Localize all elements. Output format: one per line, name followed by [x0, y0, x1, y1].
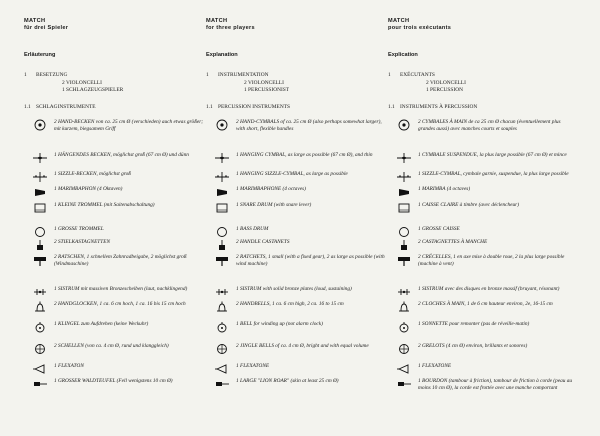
title-line-2: pour trois exécutants — [388, 25, 452, 31]
instrument-description: 1 FLEXATONE — [418, 363, 452, 369]
castanets-icon — [32, 238, 48, 250]
ratchet-icon — [214, 253, 230, 265]
marimba-icon — [32, 185, 48, 197]
title-line-2: for three players — [206, 25, 255, 31]
instrument-description: 1 MARIMBAPHONE (4 octaves) — [236, 186, 306, 192]
section-number: 1.1 — [388, 104, 395, 110]
section-2-heading — [206, 104, 290, 111]
instrument-description: 2 RATCHETS, 1 small (with a fixed gear), 2 as large as possible (with wind machine) — [236, 254, 385, 267]
instrument-entry — [388, 151, 578, 171]
instrument-entry — [206, 377, 396, 397]
instrument-description: 1 BELL for winding up (not alarm clock) — [236, 321, 323, 327]
instrument-entry — [388, 118, 578, 138]
instrument-entry — [24, 300, 214, 320]
sizzle-cymbal-icon — [32, 170, 48, 182]
suspended-cymbal-icon — [396, 151, 412, 163]
sistrum-icon — [214, 285, 230, 297]
slide-bell-icon — [32, 320, 48, 332]
section-1-items — [426, 80, 466, 93]
hand-bell-icon — [214, 300, 230, 312]
instrument-description: 1 BOURDON (tambour à friction), tambour de friction à corde (peau au moins 10 cm Ø), la corde est frottée avec une manche comportant — [418, 378, 572, 391]
bass-drum-icon — [214, 225, 230, 237]
instrument-entry — [206, 342, 396, 362]
instrument-entry — [24, 320, 214, 340]
sleigh-bells-icon — [214, 342, 230, 354]
instrument-description: 2 RATSCHEN, 1 schnellem Zahnradbeigabe, 2 möglichst groß (Windmaschine) — [54, 254, 187, 267]
suspended-cymbal-icon — [32, 151, 48, 163]
hand-bell-icon — [32, 300, 48, 312]
title-line-1: MATCH — [388, 18, 410, 24]
instrumentation-item: 2 VIOLONCELLI — [244, 80, 284, 86]
instrument-description: 1 KLEINE TROMMEL (mit Saitenabschaltung) — [54, 202, 155, 208]
instrument-description: 2 HANDGLOCKEN, 1 ca. 6 cm hoch, 1 ca. 16 bis 15 cm hoch — [54, 301, 186, 307]
sleigh-bells-icon — [32, 342, 48, 354]
section-number: 1.1 — [24, 104, 31, 110]
instrument-entry — [388, 342, 578, 362]
instrument-description: 2 CRÉCELLES, 1 en axe mise à double roue, 2 la plus large possible (machine à vent) — [418, 254, 565, 267]
hand-cymbal-icon — [214, 118, 230, 130]
instrument-entry — [388, 320, 578, 340]
instrument-description: 2 HAND-BECKEN von ca. 25 cm Ø (verschieden) auch etwas größer; mit kurzem, biegsamem Griff — [54, 119, 204, 132]
castanets-icon — [396, 238, 412, 250]
instrument-entry — [24, 377, 214, 397]
instrument-description: 1 SISTRUM mit massiven Bronzescheiben (laut, nachklingend) — [54, 286, 188, 292]
instrument-description: 1 SISTRUM with solid bronze plates (loud, sustaining) — [236, 286, 352, 292]
hand-cymbal-icon — [32, 118, 48, 130]
castanets-icon — [214, 238, 230, 250]
instrument-description: 1 SIZZLE-CYMBAL, cymbale garnie, suspendue, la plus large possible — [418, 171, 569, 177]
instrument-description: 1 SNARE DRUM (with snare lever) — [236, 202, 312, 208]
column-title — [24, 18, 68, 32]
instrument-description: 1 FLEXATONE — [236, 363, 270, 369]
section-title: BESETZUNG — [36, 72, 68, 78]
title-line-1: MATCH — [206, 18, 228, 24]
instrument-entry — [388, 253, 578, 273]
bass-drum-icon — [32, 225, 48, 237]
instrument-description: 1 GROSSE TROMMEL — [54, 226, 104, 232]
slide-bell-icon — [396, 320, 412, 332]
instrument-description: 1 MARIMBAPHON (4 Oktaven) — [54, 186, 123, 192]
instrument-description: 1 GROSSER WALDTEUFEL (Fell wenigstens 10 cm Ø) — [54, 378, 173, 384]
instrument-description: 2 CYMBALES À MAIN de ca 25 cm Ø chacun (éventuellement plus grandes aussi) avec manches courts et souples — [418, 119, 561, 132]
instrument-entry — [24, 253, 214, 273]
snare-drum-icon — [396, 201, 412, 213]
instrument-description: 1 BASS DRUM — [236, 226, 269, 232]
instrument-entry — [206, 201, 396, 221]
instrument-description: 2 HANDBELLS, 1 ca. 6 cm high, 2 ca. 16 to 15 cm — [236, 301, 344, 307]
instrument-description: 2 HANDLE CASTANETS — [236, 239, 290, 245]
section-title: EXÉCUTANTS — [400, 72, 435, 78]
guiro-icon — [214, 377, 230, 389]
explanation-heading: Explication — [388, 52, 418, 58]
instrument-description: 2 SCHELLEN (von ca. 4 cm Ø, rund und klanggleich) — [54, 343, 169, 349]
instrument-description: 2 JINGLE BELLS of ca. 4 cm Ø, bright and with equal volume — [236, 343, 369, 349]
instrument-description: 1 SIZZLE-BECKEN, möglichst groß — [54, 171, 131, 177]
slide-bell-icon — [214, 320, 230, 332]
snare-drum-icon — [32, 201, 48, 213]
instrument-description: 2 CLOCHES À MAIN, 1 de 6 cm hauteur environ, 2e, 16-15 cm — [418, 301, 553, 307]
column-title — [388, 18, 451, 32]
instrument-entry — [388, 300, 578, 320]
instrument-entry — [24, 342, 214, 362]
instrument-description: 1 MARIMBA (4 octaves) — [418, 186, 471, 192]
section-1-heading — [388, 72, 435, 79]
section-1-heading — [24, 72, 67, 79]
title-line-1: MATCH — [24, 18, 46, 24]
explanation-heading: Explanation — [206, 52, 238, 58]
instrument-description: 1 CAISSE CLAIRE à timbre (avec déclencheur) — [418, 202, 520, 208]
instrument-description: 1 SONNETTE pour remonter (pas de réveille-matin) — [418, 321, 530, 327]
snare-drum-icon — [214, 201, 230, 213]
instrumentation-item: 1 PERCUSSION — [426, 86, 463, 93]
section-number: 1 — [388, 72, 391, 78]
section-1-heading — [206, 72, 268, 79]
instrument-entry — [206, 118, 396, 138]
sizzle-cymbal-icon — [396, 170, 412, 182]
guiro-icon — [396, 377, 412, 389]
section-number: 1 — [206, 72, 209, 78]
section-number: 1 — [24, 72, 27, 78]
suspended-cymbal-icon — [214, 151, 230, 163]
section-title: INSTRUMENTATION — [218, 72, 269, 78]
instrument-entry — [206, 151, 396, 171]
instrument-description: 1 HANGING CYMBAL, as large as possible (67 cm Ø), and thin — [236, 152, 373, 158]
instrumentation-item: 1 PERCUSSIONIST — [244, 86, 290, 93]
instrument-description: 1 LARGE "LION ROAR" (skin at least 25 cm Ø) — [236, 378, 339, 384]
section-1-items — [62, 80, 123, 93]
instrument-entry — [206, 300, 396, 320]
flexatone-icon — [396, 362, 412, 374]
instrumentation-item: 2 VIOLONCELLI — [62, 80, 102, 86]
instrument-entry — [206, 320, 396, 340]
ratchet-icon — [32, 253, 48, 265]
instrument-description: 2 STIELKASTAGNETTEN — [54, 239, 110, 245]
instrument-description: 2 CASTAGNETTES À MANCHE — [418, 239, 488, 245]
bass-drum-icon — [396, 225, 412, 237]
instrument-description: 1 HÄNGENDES BECKEN, möglichst groß (67 cm Ø) und dünn — [54, 152, 189, 158]
instrumentation-item: 2 VIOLONCELLI — [426, 80, 466, 86]
sizzle-cymbal-icon — [214, 170, 230, 182]
flexatone-icon — [32, 362, 48, 374]
instrument-description: 2 GRELOTS (4 cm Ø) environ, brillants et sonores) — [418, 343, 528, 349]
instrument-entry — [388, 201, 578, 221]
sleigh-bells-icon — [396, 342, 412, 354]
instrument-entry — [388, 377, 578, 397]
instrument-entry — [24, 118, 214, 138]
instrument-description: 1 CYMBALE SUSPENDUE, la plus large possible (67 cm Ø) et mince — [418, 152, 567, 158]
explanation-heading: Erläuterung — [24, 52, 56, 58]
instrument-description: 1 HANGING SIZZLE-CYMBAL, as large as possible — [236, 171, 348, 177]
instrument-entry — [24, 201, 214, 221]
ratchet-icon — [396, 253, 412, 265]
sistrum-icon — [32, 285, 48, 297]
flexatone-icon — [214, 362, 230, 374]
instrument-entry — [206, 253, 396, 273]
marimba-icon — [214, 185, 230, 197]
instrument-description: 2 HAND-CYMBALS of ca. 25 cm Ø (also perhaps somewhat larger), with short, flexible handles — [236, 119, 382, 132]
marimba-icon — [396, 185, 412, 197]
section-2-heading — [388, 104, 477, 111]
instrument-description: 1 GROSSE CAISSE — [418, 226, 460, 232]
instrument-description: 1 FLEXATON — [54, 363, 84, 369]
instrumentation-item: 1 SCHLAGZEUGSPIELER — [62, 86, 124, 93]
section-2-heading — [24, 104, 96, 111]
instrument-entry — [24, 151, 214, 171]
instrument-description: 1 SISTRUM avec des disques en bronze massif (bruyant, résonant) — [418, 286, 560, 292]
sistrum-icon — [396, 285, 412, 297]
section-title: SCHLAGINSTRUMENTE — [36, 104, 96, 110]
instrument-description: 1 KLINGEL zum Aufdrehen (keine Weckuhr) — [54, 321, 149, 327]
title-line-2: für drei Spieler — [24, 25, 69, 31]
section-number: 1.1 — [206, 104, 213, 110]
guiro-icon — [32, 377, 48, 389]
section-title: PERCUSSION INSTRUMENTS — [218, 104, 291, 110]
hand-cymbal-icon — [396, 118, 412, 130]
column-title — [206, 18, 255, 32]
section-title: INSTRUMENTS À PERCUSSION — [400, 104, 478, 110]
hand-bell-icon — [396, 300, 412, 312]
section-1-items — [244, 80, 289, 93]
